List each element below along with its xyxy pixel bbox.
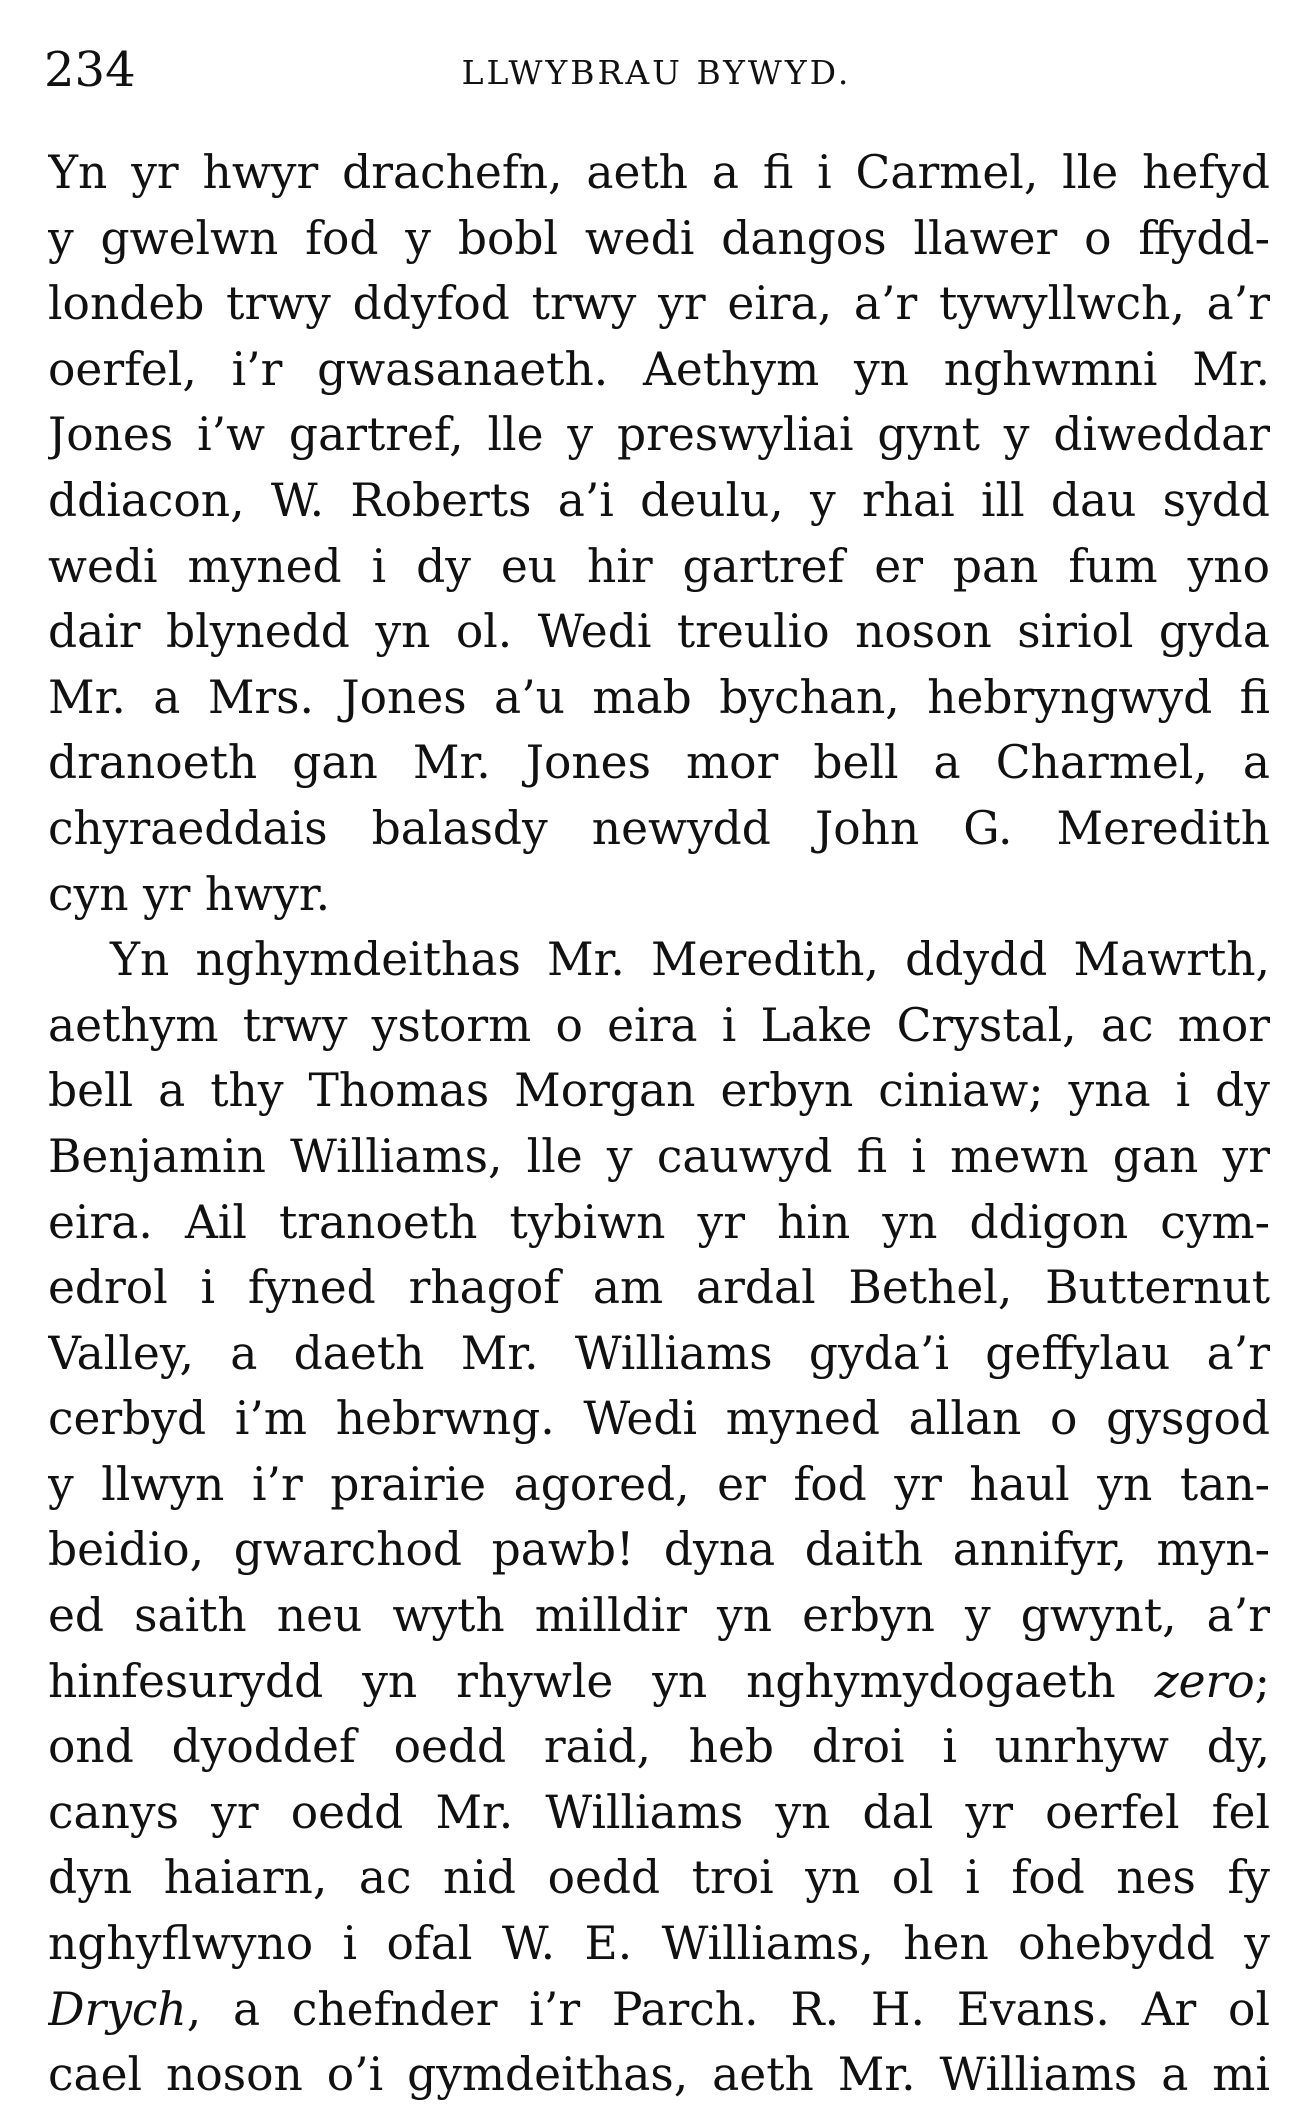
page-header xyxy=(44,40,1269,100)
body-text xyxy=(48,140,1270,2108)
text-line: oerfel, i’r gwasanaeth. Aethym yn nghwmni Mr. xyxy=(48,342,1270,396)
text-line-with-italic xyxy=(48,1649,1270,1715)
text-line-with-italic xyxy=(48,1977,1270,2043)
text-line: dyn haiarn, ac nid oedd troi yn ol i fod nes fy xyxy=(48,1851,1270,1905)
text-line: dair blynedd yn ol. Wedi treulio noson siriol gyda xyxy=(48,605,1270,659)
text-line: ond dyoddef oedd raid, heb droi i unrhyw dy, xyxy=(48,1720,1270,1774)
text-line: wedi myned i dy eu hir gartref er pan fum yno xyxy=(48,539,1270,593)
page-number: 234 xyxy=(44,42,136,98)
text-line: Yn nghymdeithas Mr. Meredith, ddydd Mawrth, xyxy=(110,933,1270,987)
italic-word: Drych xyxy=(48,1982,187,2036)
text-segment: , a chefnder i’r Parch. R. H. Evans. Ar ol xyxy=(186,1982,1270,2036)
text-line: londeb trwy ddyfod trwy yr eira, a’r tywyllwch, a’r xyxy=(48,277,1270,331)
text-line: Yn yr hwyr drachefn, aeth a fi i Carmel, lle hefyd xyxy=(48,146,1270,199)
text-segment: ; xyxy=(1254,1654,1270,1708)
text-line: chyraeddais balasdy newydd John G. Meredith xyxy=(48,801,1270,855)
text-segment: hinfesurydd yn rhywle yn nghymydogaeth xyxy=(48,1654,1155,1708)
text-line: bell a thy Thomas Morgan erbyn ciniaw; yna i dy xyxy=(48,1064,1270,1118)
text-line: ed saith neu wyth milldir yn erbyn y gwynt, a’r xyxy=(48,1589,1270,1643)
text-line: beidio, gwarchod pawb! dyna daith annifyr, myn- xyxy=(48,1523,1270,1577)
text-line: Valley, a daeth Mr. Williams gyda’i geffylau a’r xyxy=(48,1326,1270,1380)
text-line: nghyflwyno i ofal W. E. Williams, hen ohebydd y xyxy=(48,1917,1270,1971)
text-line: cerbyd i’m hebrwng. Wedi myned allan o gysgod xyxy=(48,1392,1270,1446)
text-line: ddiacon, W. Roberts a’i deulu, y rhai ill dau sydd xyxy=(48,473,1270,527)
text-line: canys yr oedd Mr. Williams yn dal yr oerfel fel xyxy=(48,1785,1270,1839)
text-line: cyn yr hwyr. xyxy=(48,867,331,921)
text-line: dranoeth gan Mr. Jones mor bell a Charmel, a xyxy=(48,736,1270,790)
italic-word: zero xyxy=(1154,1654,1255,1708)
text-line: Jones i’w gartref, lle y preswyliai gynt y diweddar xyxy=(48,408,1270,462)
text-line: aethym trwy ystorm o eira i Lake Crystal, ac mor xyxy=(48,998,1270,1052)
text-line: cael noson o’i gymdeithas, aeth Mr. Williams a mi xyxy=(48,2048,1270,2102)
text-line: y gwelwn fod y bobl wedi dangos llawer o ffydd- xyxy=(48,211,1270,265)
running-title: LLWYBRAU BYWYD. xyxy=(461,53,852,92)
text-line: eira. Ail tranoeth tybiwn yr hin yn ddigon cym- xyxy=(48,1195,1270,1249)
paragraph-1 xyxy=(48,140,1270,927)
text-line: y llwyn i’r prairie agored, er fod yr haul yn tan- xyxy=(48,1457,1270,1511)
paragraph-2 xyxy=(48,927,1270,2108)
text-line: Benjamin Williams, lle y cauwyd fi i mewn gan yr xyxy=(48,1129,1270,1183)
text-line: edrol i fyned rhagof am ardal Bethel, Butternut xyxy=(48,1261,1270,1315)
text-line: Mr. a Mrs. Jones a’u mab bychan, hebryngwyd fi xyxy=(48,670,1270,724)
